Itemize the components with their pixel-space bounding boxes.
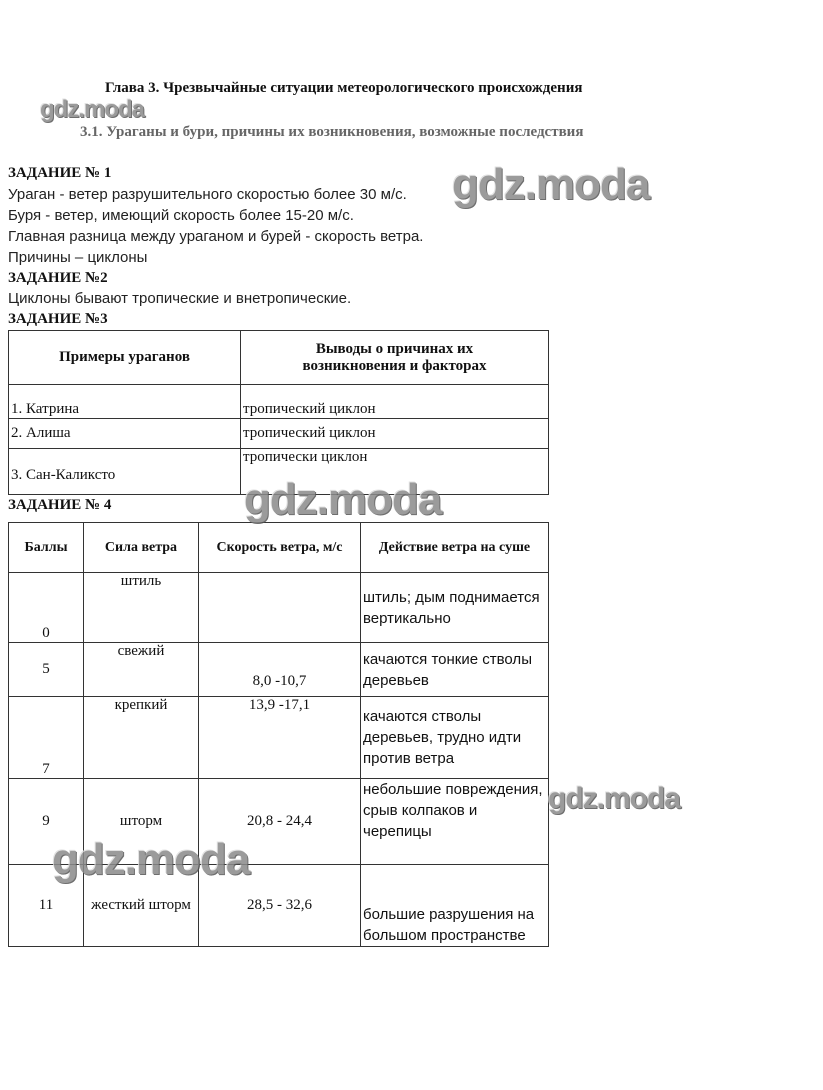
task1-line: Ураган - ветер разрушительного скоростью более 30 м/с.: [8, 186, 407, 203]
task1-line: Буря - ветер, имеющий скорость более 15-20 м/с.: [8, 207, 354, 224]
table-row: [9, 385, 549, 419]
wind-force: жесткий шторм: [84, 865, 199, 947]
hurricanes-table: [8, 330, 549, 495]
hurricane-cause: тропический циклон: [241, 419, 549, 449]
column-header: Примеры ураганов: [9, 331, 241, 385]
hurricane-name: 1. Катрина: [9, 385, 241, 419]
task2-line: Циклоны бывают тропические и внетропические.: [8, 290, 352, 307]
column-header: Баллы: [9, 523, 84, 573]
watermark: gdz.moda: [548, 782, 680, 815]
wind-effect: качаются тонкие стволы деревьев: [361, 643, 549, 697]
task1-line: Главная разница между ураганом и бурей - скорость ветра.: [8, 228, 424, 245]
beaufort-score: 0: [9, 573, 84, 643]
hurricane-name: 2. Алиша: [9, 419, 241, 449]
hurricane-name: 3. Сан-Каликсто: [9, 449, 241, 495]
table-header-row: [9, 523, 549, 573]
table-row: [9, 573, 549, 643]
task1-heading: ЗАДАНИЕ № 1: [8, 165, 112, 181]
watermark: gdz.moda: [52, 835, 250, 884]
watermark: gdz.moda: [40, 96, 144, 123]
wind-force: штиль: [84, 573, 199, 643]
watermark: gdz.moda: [244, 475, 442, 524]
wind-speed: 8,0 -10,7: [199, 643, 361, 697]
wind-effect: большие разрушения на большом пространстве: [361, 865, 549, 947]
wind-speed: 20,8 - 24,4: [199, 779, 361, 865]
wind-effect: штиль; дым поднимается вертикально: [361, 573, 549, 643]
wind-speed: 28,5 - 32,6: [199, 865, 361, 947]
wind-force: свежий: [84, 643, 199, 697]
column-header: Выводы о причинах их возникновения и факторах: [241, 331, 549, 385]
task2-heading: ЗАДАНИЕ №2: [8, 270, 108, 286]
hurricane-cause: тропический циклон: [241, 385, 549, 419]
column-header: Сила ветра: [84, 523, 199, 573]
table-row: [9, 419, 549, 449]
wind-effect: качаются стволы деревьев, трудно идти против ветра: [361, 697, 549, 779]
column-header: Действие ветра на суше: [361, 523, 549, 573]
beaufort-score: 5: [9, 643, 84, 697]
table-row: [9, 697, 549, 779]
task4-heading: ЗАДАНИЕ № 4: [8, 497, 112, 513]
beaufort-score: 9: [9, 779, 84, 865]
section-title: 3.1. Ураганы и бури, причины их возникновения, возможные последствия: [80, 124, 584, 140]
wind-force: крепкий: [84, 697, 199, 779]
wind-speed: 13,9 -17,1: [199, 697, 361, 779]
table-row: [9, 643, 549, 697]
wind-force: шторм: [84, 779, 199, 865]
task1-line: Причины – циклоны: [8, 249, 148, 266]
column-header: Скорость ветра, м/с: [199, 523, 361, 573]
watermark: gdz.moda: [452, 160, 650, 209]
hurricane-cause: тропически циклон: [241, 449, 549, 495]
wind-speed: [199, 573, 361, 643]
chapter-title: Глава 3. Чрезвычайные ситуации метеорологического происхождения: [105, 80, 583, 96]
table-header-row: [9, 331, 549, 385]
task3-heading: ЗАДАНИЕ №3: [8, 311, 108, 327]
beaufort-score: 11: [9, 865, 84, 947]
beaufort-score: 7: [9, 697, 84, 779]
wind-effect: небольшие повреждения, срыв колпаков и черепицы: [361, 779, 549, 865]
